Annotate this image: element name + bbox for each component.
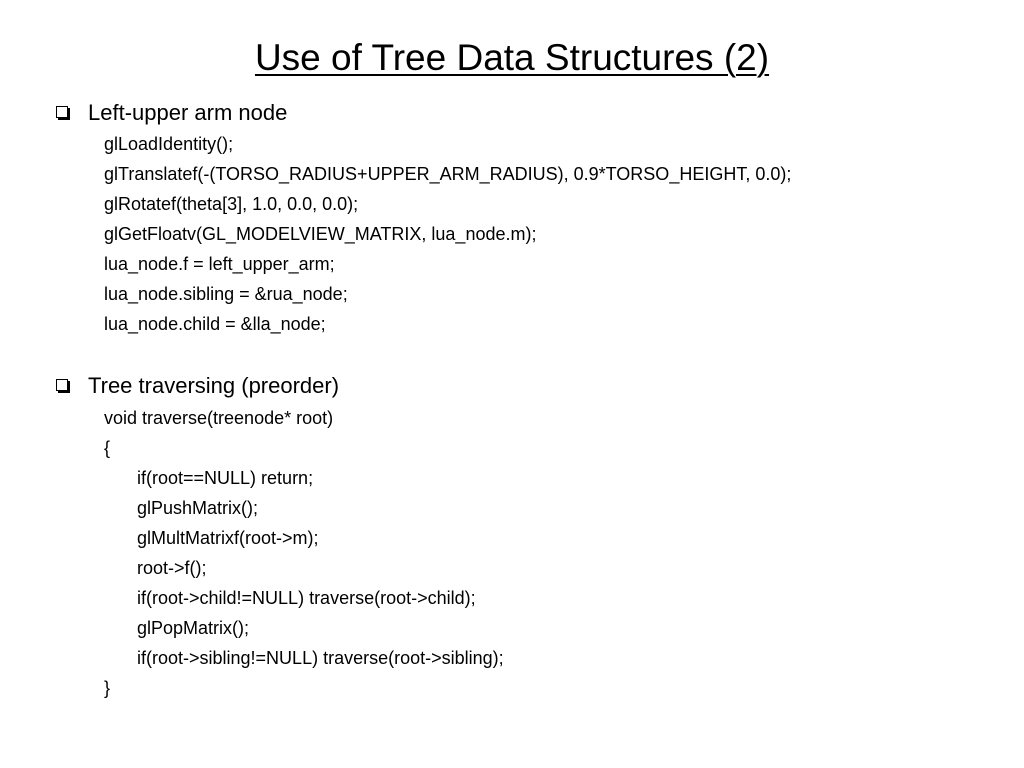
code-line: glMultMatrixf(root->m); bbox=[137, 528, 319, 548]
code-line: lua_node.sibling = &rua_node; bbox=[104, 284, 348, 304]
code-line: if(root==NULL) return; bbox=[137, 468, 314, 488]
bullet-heading: Tree traversing (preorder) bbox=[88, 373, 340, 398]
code-line: glLoadIdentity(); bbox=[104, 134, 234, 154]
checkbox-bullet-icon bbox=[56, 379, 68, 391]
code-line: lua_node.f = left_upper_arm; bbox=[104, 254, 335, 274]
code-line: glPushMatrix(); bbox=[137, 498, 259, 518]
code-line: lua_node.child = &lla_node; bbox=[104, 314, 326, 334]
slide-title: Use of Tree Data Structures (2) bbox=[254, 37, 770, 78]
code-line: root->f(); bbox=[137, 558, 207, 578]
bullet-tree-traversing bbox=[56, 373, 339, 399]
code-line: } bbox=[104, 678, 111, 698]
checkbox-bullet-icon bbox=[56, 106, 68, 118]
code-line: void traverse(treenode* root) bbox=[104, 408, 334, 428]
code-line: glPopMatrix(); bbox=[137, 618, 250, 638]
bullet-left-upper-arm-node bbox=[56, 100, 287, 126]
code-line: glRotatef(theta[3], 1.0, 0.0, 0.0); bbox=[104, 194, 359, 214]
bullet-heading: Left-upper arm node bbox=[88, 100, 288, 125]
code-line: glTranslatef(-(TORSO_RADIUS+UPPER_ARM_RADIUS), 0.9*TORSO_HEIGHT, 0.0); bbox=[104, 164, 792, 184]
code-line: if(root->child!=NULL) traverse(root->child); bbox=[137, 588, 476, 608]
code-line: { bbox=[104, 438, 111, 458]
code-line: glGetFloatv(GL_MODELVIEW_MATRIX, lua_node.m); bbox=[104, 224, 537, 244]
code-line: if(root->sibling!=NULL) traverse(root->sibling); bbox=[137, 648, 504, 668]
